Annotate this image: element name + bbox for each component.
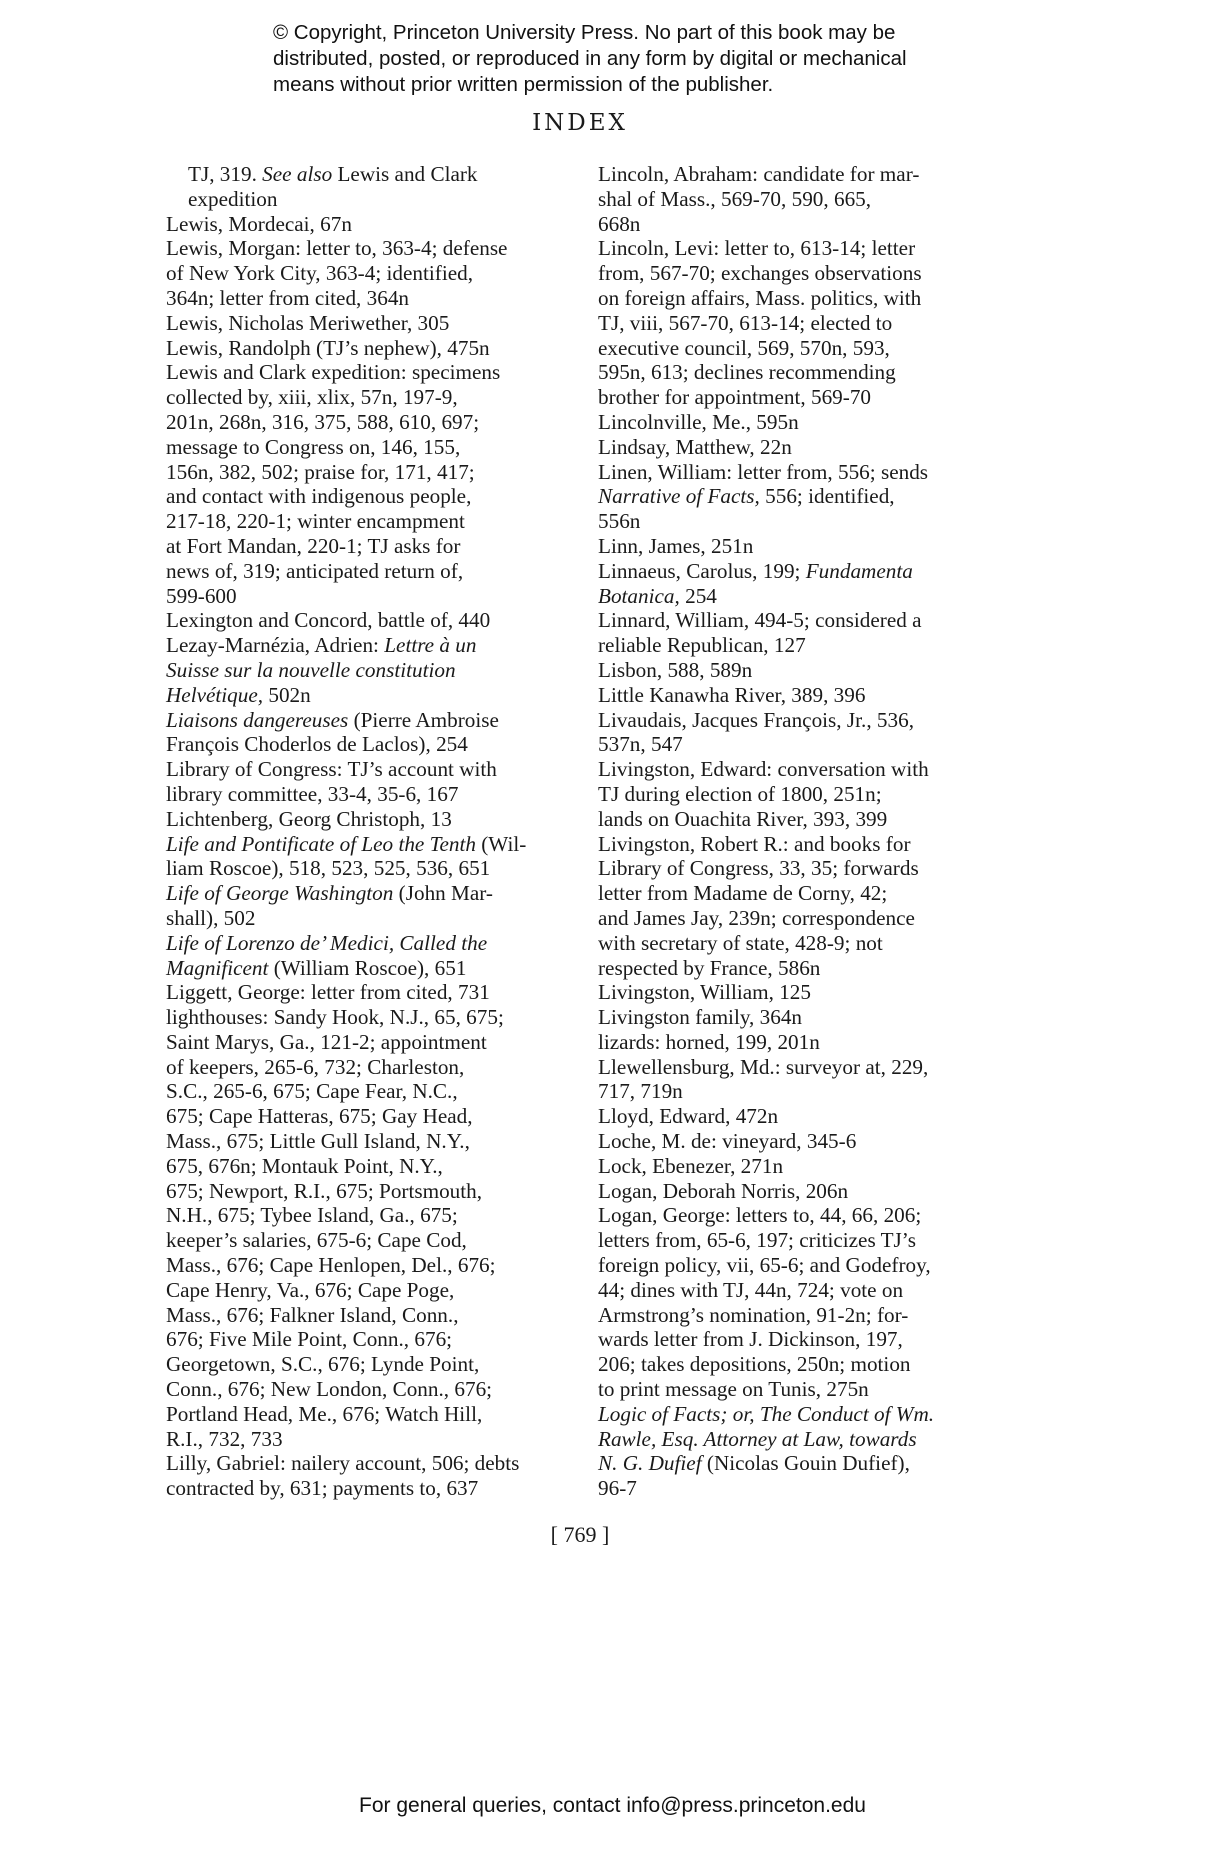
entry-text: Lisbon, 588, 589n xyxy=(598,657,753,682)
entry-text: Portland Head, Me., 676; Watch Hill, xyxy=(166,1401,483,1426)
entry-text: letters from, 65-6, 197; criticizes TJ’s xyxy=(598,1228,916,1253)
index-entry xyxy=(166,708,582,758)
entry-text: (William Roscoe), 651 xyxy=(268,955,467,980)
index-entry-line xyxy=(598,1029,1018,1055)
index-entry-line xyxy=(166,1302,582,1328)
index-entry-line xyxy=(166,484,582,509)
index-entry-line xyxy=(598,707,1018,733)
index-entry-line xyxy=(166,1079,582,1104)
italic-title: Botanica, xyxy=(598,583,680,608)
index-entry xyxy=(598,162,1018,236)
entry-text: reliable Republican, 127 xyxy=(598,633,806,658)
index-entry xyxy=(166,931,582,981)
index-entry-line xyxy=(598,484,1018,509)
entry-text: Library of Congress, 33, 35; forwards xyxy=(598,856,919,881)
entry-text: Lewis, Nicholas Meriwether, 305 xyxy=(166,310,450,335)
entry-text: 502n xyxy=(263,682,311,707)
entry-text: foreign policy, vii, 65-6; and Godefroy, xyxy=(598,1253,931,1278)
index-entry-line xyxy=(598,558,1018,584)
index-entry-line xyxy=(598,1104,1018,1129)
entry-text: 668n xyxy=(598,211,641,236)
index-entry-line xyxy=(166,558,582,584)
entry-text: Mass., 675; Little Gull Island, N.Y., xyxy=(166,1129,470,1154)
entry-text: S.C., 265-6, 675; Cape Fear, N.C., xyxy=(166,1079,458,1104)
index-entry xyxy=(598,757,1018,831)
entry-text: respected by France, 586n xyxy=(598,955,821,980)
index-entry xyxy=(598,460,1018,534)
index-entry xyxy=(598,1154,1018,1179)
index-entry-line xyxy=(166,1352,582,1377)
entry-text: Saint Marys, Ga., 121-2; appointment xyxy=(166,1029,487,1054)
entry-text: Lewis, Morgan: letter to, 363-4; defense xyxy=(166,236,508,261)
index-entry-line xyxy=(166,385,582,410)
entry-text: Livingston, Edward: conversation with xyxy=(598,757,929,782)
index-entry xyxy=(598,1030,1018,1055)
index-entry-line xyxy=(598,781,1018,807)
entry-text: 676; Five Mile Point, Conn., 676; xyxy=(166,1327,453,1352)
entry-text: 206; takes depositions, 250n; motion xyxy=(598,1352,911,1377)
index-entry-line xyxy=(166,1253,582,1278)
index-entry xyxy=(166,807,582,832)
index-entry-line xyxy=(598,1079,1018,1104)
index-entry-line xyxy=(598,459,1018,485)
index-entry xyxy=(598,658,1018,683)
index-entry-line xyxy=(598,1302,1018,1328)
entry-text: Lilly, Gabriel: nailery account, 506; debts xyxy=(166,1451,520,1476)
index-entry xyxy=(598,980,1018,1005)
entry-text: Library of Congress: TJ’s account with xyxy=(166,757,497,782)
index-entry-line xyxy=(598,806,1018,832)
index-entry-line xyxy=(166,1153,582,1179)
italic-title: Narrative of Facts, xyxy=(598,484,760,509)
index-entry-line xyxy=(166,707,582,733)
index-entry-line xyxy=(598,285,1018,311)
index-entry-line xyxy=(598,434,1018,460)
index-entry-line xyxy=(598,1054,1018,1080)
copyright-line: © Copyright, Princeton University Press. No part of this book may be xyxy=(273,21,896,44)
index-entry-line xyxy=(166,955,582,981)
entry-text: Linen, William: letter from, 556; sends xyxy=(598,459,929,484)
index-entry-line xyxy=(598,732,1018,757)
index-entry-line xyxy=(166,757,582,782)
index-entry-line xyxy=(598,310,1018,336)
entry-text: Linn, James, 251n xyxy=(598,533,754,558)
index-entry-line xyxy=(166,1426,582,1452)
index-entry xyxy=(166,212,582,237)
index-entry-line xyxy=(598,509,1018,534)
italic-title: Rawle, Esq. Attorney at Law, towards xyxy=(598,1426,917,1451)
entry-text: and contact with indigenous people, xyxy=(166,484,472,509)
italic-title: Liaisons dangereuses xyxy=(166,707,349,732)
entry-text: lighthouses: Sandy Hook, N.J., 65, 675; xyxy=(166,1005,504,1030)
italic-title: See also xyxy=(262,162,333,186)
index-entry xyxy=(166,757,582,807)
entry-text: (John Mar- xyxy=(393,881,493,906)
index-entry xyxy=(598,1129,1018,1154)
entry-text: 717, 719n xyxy=(598,1079,683,1104)
entry-text: Livingston family, 364n xyxy=(598,1005,803,1030)
index-entry xyxy=(166,336,582,361)
index-entry-line xyxy=(598,881,1018,906)
entry-text: Loche, M. de: vineyard, 345-6 xyxy=(598,1129,857,1154)
index-entry xyxy=(166,1451,582,1501)
index-entry xyxy=(598,832,1018,981)
index-entry-line xyxy=(166,1054,582,1080)
index-entry-line xyxy=(166,261,582,286)
entry-text: expedition xyxy=(188,186,278,211)
index-entry-line xyxy=(598,930,1018,956)
index-entry-line xyxy=(166,583,582,609)
entry-text: 364n; letter from cited, 364n xyxy=(166,285,410,310)
index-entry-line xyxy=(166,1451,582,1476)
index-entry-line xyxy=(166,1005,582,1030)
index-entry-line xyxy=(598,682,1018,708)
index-entry xyxy=(166,980,582,1005)
index-entry-line xyxy=(598,1426,1018,1452)
entry-text: TJ, viii, 567-70, 613-14; elected to xyxy=(598,310,893,335)
index-entry xyxy=(598,1104,1018,1129)
index-entry xyxy=(166,633,582,707)
index-entry xyxy=(598,1179,1018,1204)
entry-text: TJ, 319. xyxy=(188,162,263,186)
entry-text: 96-7 xyxy=(598,1476,637,1501)
entry-text: Linnard, William, 494-5; considered a xyxy=(598,608,922,633)
index-entry-line xyxy=(166,930,582,956)
index-entry-line xyxy=(598,186,1018,212)
entry-text: 675, 676n; Montauk Point, N.Y., xyxy=(166,1153,443,1178)
index-entry-line xyxy=(598,360,1018,385)
index-entry-line xyxy=(598,1401,1018,1427)
index-entry-line xyxy=(598,162,1018,187)
entry-text: 556n xyxy=(598,509,641,534)
italic-title: Helvétique, xyxy=(166,682,264,707)
entry-text: 675; Cape Hatteras, 675; Gay Head, xyxy=(166,1104,473,1129)
entry-text: keeper’s salaries, 675-6; Cape Cod, xyxy=(166,1228,467,1253)
index-entry xyxy=(598,708,1018,758)
index-entry xyxy=(598,1055,1018,1105)
index-entry xyxy=(598,1402,1018,1501)
index-entry-line xyxy=(166,831,582,857)
entry-text: 599-600 xyxy=(166,583,237,608)
entry-text: Lexington and Concord, battle of, 440 xyxy=(166,608,491,633)
index-entry xyxy=(598,435,1018,460)
page-number: [ 769 ] xyxy=(550,1522,610,1547)
italic-title: Lettre à un xyxy=(384,633,477,658)
index-entry-line xyxy=(166,285,582,311)
entry-text: from, 567-70; exchanges observations xyxy=(598,261,922,286)
index-entry-line xyxy=(166,781,582,807)
copyright-line: distributed, posted, or reproduced in any form by digital or mechanical xyxy=(273,47,907,70)
entry-text: Armstrong’s nomination, 91-2n; for- xyxy=(598,1302,909,1327)
italic-title: Fundamenta xyxy=(805,558,913,583)
entry-text: brother for appointment, 569-70 xyxy=(598,385,872,410)
index-entry-line xyxy=(598,980,1018,1005)
index-entry xyxy=(166,1005,582,1451)
italic-title: Life of George Washington xyxy=(166,881,394,906)
index-entry-line xyxy=(598,1451,1018,1476)
index-entry xyxy=(166,608,582,633)
italic-title: N. G. Dufief xyxy=(598,1451,702,1476)
entry-text: Mass., 676; Cape Henlopen, Del., 676; xyxy=(166,1253,496,1278)
index-entry xyxy=(166,236,582,310)
index-entry-line xyxy=(598,1129,1018,1154)
entry-text: Lincoln, Abraham: candidate for mar- xyxy=(598,162,920,186)
index-entry xyxy=(166,881,582,931)
entry-text: Little Kanawha River, 389, 396 xyxy=(598,682,866,707)
entry-text: Cape Henry, Va., 676; Cape Poge, xyxy=(166,1277,455,1302)
entry-text: Livingston, William, 125 xyxy=(598,980,811,1005)
entry-text: Lock, Ebenezer, 271n xyxy=(598,1153,784,1178)
entry-text: collected by, xiii, xlix, 57n, 197-9, xyxy=(166,385,458,410)
entry-text: lizards: horned, 199, 201n xyxy=(598,1029,820,1054)
entry-text: Lindsay, Matthew, 22n xyxy=(598,434,792,459)
italic-title: Life of Lorenzo de’ Medici, Called the xyxy=(166,930,488,955)
index-entry-line xyxy=(598,1253,1018,1278)
entry-text: Lezay-Marnézia, Adrien: xyxy=(166,633,385,658)
entry-text: Lewis and Clark expedition: specimens xyxy=(166,360,501,385)
entry-text: message to Congress on, 146, 155, xyxy=(166,434,461,459)
index-entry-line xyxy=(188,187,582,212)
index-entry-line xyxy=(166,1178,582,1204)
entry-text: (Wil- xyxy=(475,831,527,856)
page-title: INDEX xyxy=(532,110,628,136)
entry-text: Llewellensburg, Md.: surveyor at, 229, xyxy=(598,1054,929,1079)
entry-text: lands on Ouachita River, 393, 399 xyxy=(598,806,888,831)
entry-text: Logan, Deborah Norris, 206n xyxy=(598,1178,849,1203)
entry-text: liam Roscoe), 518, 523, 525, 536, 651 xyxy=(166,856,491,881)
index-entry-line xyxy=(598,583,1018,609)
index-entry-line xyxy=(598,1377,1018,1402)
index-entry-line xyxy=(166,806,582,832)
entry-text: 537n, 547 xyxy=(598,732,683,757)
index-entry-line xyxy=(166,335,582,361)
index-entry xyxy=(166,311,582,336)
entry-text: 44; dines with TJ, 44n, 724; vote on xyxy=(598,1277,904,1302)
index-entry-line xyxy=(598,335,1018,361)
index-entry-line xyxy=(166,905,582,931)
italic-title: Logic of Facts; or, The Conduct of Wm. xyxy=(598,1401,935,1426)
index-entry xyxy=(598,236,1018,410)
index-entry-line xyxy=(166,236,582,261)
entry-text: N.H., 675; Tybee Island, Ga., 675; xyxy=(166,1203,458,1228)
italic-title: Life and Pontificate of Leo the Tenth xyxy=(166,831,476,856)
index-entry-line xyxy=(598,1203,1018,1228)
entry-text: Livingston, Robert R.: and books for xyxy=(598,831,911,856)
index-entry xyxy=(166,360,582,608)
entry-text: Conn., 676; New London, Conn., 676; xyxy=(166,1377,493,1402)
index-entry-line xyxy=(598,657,1018,683)
entry-text: Liggett, George: letter from cited, 731 xyxy=(166,980,490,1005)
entry-text: Lincoln, Levi: letter to, 613-14; letter xyxy=(598,236,916,261)
index-entry-line xyxy=(166,310,582,336)
entry-text: TJ during election of 1800, 251n; xyxy=(598,781,882,806)
index-entry-line xyxy=(166,1029,582,1055)
entry-text: R.I., 732, 733 xyxy=(166,1426,283,1451)
index-entry-line xyxy=(166,459,582,485)
index-entry-line xyxy=(166,1377,582,1402)
entry-text: 217-18, 220-1; winter encampment xyxy=(166,509,465,534)
entry-text: of keepers, 265-6, 732; Charleston, xyxy=(166,1054,465,1079)
copyright-notice xyxy=(273,20,993,98)
index-entry-line xyxy=(166,633,582,658)
index-entry xyxy=(598,608,1018,658)
index-entry-line xyxy=(598,1228,1018,1253)
entry-text: 675; Newport, R.I., 675; Portsmouth, xyxy=(166,1178,483,1203)
index-entry xyxy=(598,559,1018,609)
entry-text: 254 xyxy=(679,583,717,608)
index-entry xyxy=(598,1005,1018,1030)
index-entry-line xyxy=(166,533,582,559)
index-entry-line xyxy=(598,1178,1018,1204)
index-entry-line xyxy=(598,236,1018,261)
index-entry-line xyxy=(166,409,582,435)
index-entry-line xyxy=(166,856,582,881)
index-entry-line xyxy=(166,211,582,237)
entry-text: Lloyd, Edward, 472n xyxy=(598,1104,779,1129)
entry-text: shal of Mass., 569-70, 590, 665, xyxy=(598,186,872,211)
index-entry xyxy=(166,832,582,882)
index-entry-line xyxy=(598,533,1018,559)
index-entry-line xyxy=(598,1476,1018,1501)
entry-text: wards letter from J. Dickinson, 197, xyxy=(598,1327,903,1352)
index-entry-line xyxy=(166,1129,582,1154)
index-entry-line xyxy=(166,509,582,534)
copyright-line: means without prior written permission of the publisher. xyxy=(273,73,774,96)
entry-text: 156n, 382, 502; praise for, 171, 417; xyxy=(166,459,475,484)
index-entry-line xyxy=(598,261,1018,286)
entry-text: shall), 502 xyxy=(166,905,256,930)
entry-text: Lewis and Clark xyxy=(332,162,478,186)
entry-text: on foreign affairs, Mass. politics, with xyxy=(598,285,922,310)
entry-text: at Fort Mandan, 220-1; TJ asks for xyxy=(166,533,461,558)
index-entry-line xyxy=(598,1153,1018,1179)
index-entry-line xyxy=(598,856,1018,881)
index-entry-line xyxy=(166,1104,582,1129)
index-entry xyxy=(598,683,1018,708)
index-entry-line xyxy=(166,1476,582,1501)
index-entry-line xyxy=(166,657,582,683)
index-entry-line xyxy=(598,1277,1018,1303)
entry-text: library committee, 33-4, 35-6, 167 xyxy=(166,781,459,806)
entry-text: 201n, 268n, 316, 375, 588, 610, 697; xyxy=(166,409,480,434)
index-entry xyxy=(598,410,1018,435)
index-entry-line xyxy=(598,385,1018,410)
index-entry-line xyxy=(598,831,1018,857)
index-entry-line xyxy=(166,1401,582,1427)
index-entry-line xyxy=(598,1327,1018,1352)
entry-text: (Pierre Ambroise xyxy=(348,707,499,732)
index-entry-line xyxy=(166,881,582,906)
footer-contact: For general queries, contact info@press.princeton.edu xyxy=(359,1794,866,1817)
entry-text: Lichtenberg, Georg Christoph, 13 xyxy=(166,806,452,831)
entry-text: Georgetown, S.C., 676; Lynde Point, xyxy=(166,1352,480,1377)
entry-text: letter from Madame de Corny, 42; xyxy=(598,881,888,906)
entry-text: Livaudais, Jacques François, Jr., 536, xyxy=(598,707,914,732)
entry-text: 595n, 613; declines recommending xyxy=(598,360,896,385)
entry-text: Lincolnville, Me., 595n xyxy=(598,409,799,434)
index-entry-line xyxy=(166,1228,582,1253)
index-entry-line xyxy=(188,162,582,187)
index-entry-line xyxy=(598,608,1018,633)
index-entry-line xyxy=(166,980,582,1005)
index-column-left xyxy=(166,162,582,1501)
index-entry-line xyxy=(598,955,1018,981)
entry-text: news of, 319; anticipated return of, xyxy=(166,558,464,583)
index-column-right xyxy=(598,162,1018,1501)
index-entry-line xyxy=(598,1005,1018,1030)
entry-text: Linnaeus, Carolus, 199; xyxy=(598,558,806,583)
index-entry-line xyxy=(598,1352,1018,1377)
index-entry-line xyxy=(598,211,1018,237)
italic-title: Suisse sur la nouvelle constitution xyxy=(166,657,456,682)
index-entry-line xyxy=(598,409,1018,435)
entry-text: contracted by, 631; payments to, 637 xyxy=(166,1476,479,1501)
index-entry-line xyxy=(166,732,582,757)
index-entry-line xyxy=(166,1277,582,1303)
index-entry-line xyxy=(166,682,582,708)
index-entry xyxy=(598,1203,1018,1401)
entry-text: and James Jay, 239n; correspondence xyxy=(598,905,915,930)
entry-text: (Nicolas Gouin Dufief), xyxy=(701,1451,910,1476)
entry-text: Mass., 676; Falkner Island, Conn., xyxy=(166,1302,459,1327)
index-entry-line xyxy=(166,434,582,460)
index-entry-line xyxy=(166,1203,582,1228)
entry-text: 556; identified, xyxy=(759,484,895,509)
entry-text: of New York City, 363-4; identified, xyxy=(166,261,473,286)
index-entry-line xyxy=(598,905,1018,931)
index-entry-line xyxy=(598,757,1018,782)
index-entry-line xyxy=(598,633,1018,658)
index-entry-line xyxy=(166,1327,582,1352)
entry-text: to print message on Tunis, 275n xyxy=(598,1377,869,1402)
index-entry-line xyxy=(166,608,582,633)
index-entry-line xyxy=(166,360,582,385)
index-entry xyxy=(166,162,582,212)
entry-text: Logan, George: letters to, 44, 66, 206; xyxy=(598,1203,922,1228)
entry-text: with secretary of state, 428-9; not xyxy=(598,930,883,955)
index-entry xyxy=(598,534,1018,559)
italic-title: Magnificent xyxy=(166,955,269,980)
entry-text: Lewis, Randolph (TJ’s nephew), 475n xyxy=(166,335,490,360)
entry-text: François Choderlos de Laclos), 254 xyxy=(166,732,468,757)
entry-text: executive council, 569, 570n, 593, xyxy=(598,335,890,360)
entry-text: Lewis, Mordecai, 67n xyxy=(166,211,352,236)
